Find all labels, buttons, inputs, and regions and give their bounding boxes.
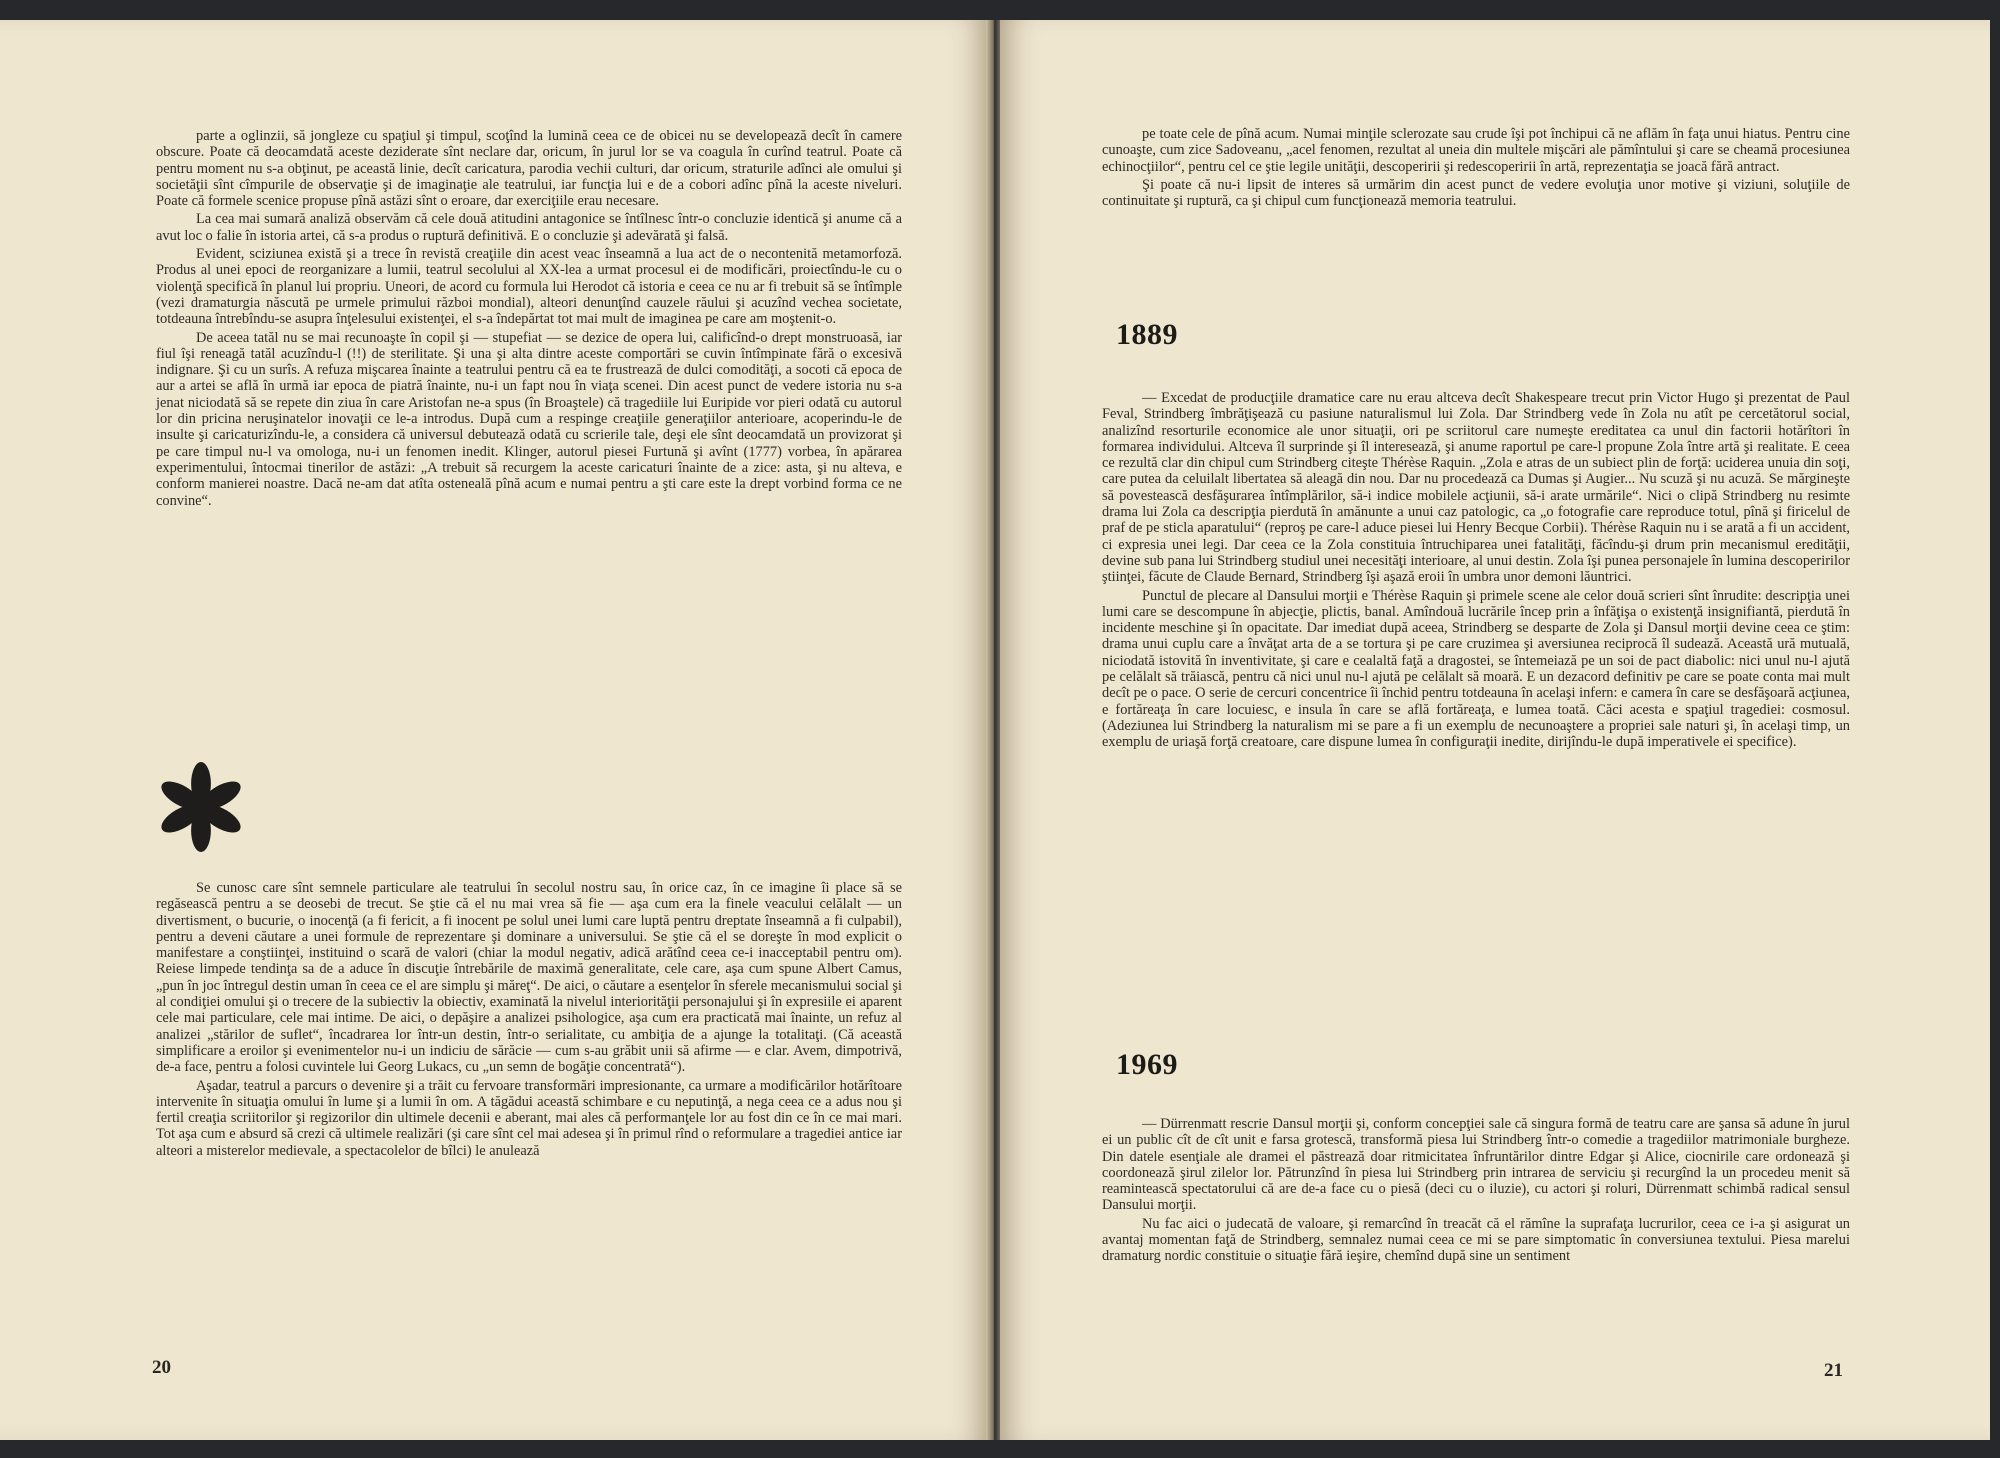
right-text-bottom (1102, 1116, 1850, 1265)
paragraph: Se cunosc care sînt semnele particulare ale teatrului în secolul nostru sau, în orice caz, în ce imagine îi place să se regăsească pentru a se deosebi de trecut. Se ştie că el nu mai vrea să fie — aşa cum era la finele veacului celălalt — un divertisment, o bucurie, o inocenţă (a fi fericit, a fi inocent pe solul unei lumi care luptă pentru dreptate înseamnă a fi culpabil), pentru a deveni căutare a unei formule de reprezentare şi dominare a universului. Se ştie că el se doreşte în mod explicit o manifestare a conştiinţei, instituind o scară de valori (chiar la modul negativ, adică arătînd ceea ce-i inacceptabil pentru om). Reiese limpede tendinţa sa de a aduce în discuţie întrebările de maximă generalitate, cele care, aşa cum spune Albert Camus, „pun în joc întregul destin uman în ceea ce el are simplu şi măreţ“. De aici, o căutare a esenţelor în sferele mecanismului social şi al condiţiei omului şi o trecere de la subiectiv la obiectiv, examinată la nivelul interiorităţii personajului şi în expresiile ei aparent cele mai particulare, cele mai intime. De aici, o depăşire a analizei psihologice, aşa cum era practicată mai înainte, un refuz al analizei „stărilor de suflet“, încadrarea lor într-un destin, într-o serialitate, cu ambiţia de a ajunge la totalitaţi. (Că această simplificare a eroilor şi evenimentelor nu-i un indiciu de sărăcie — cum s-au grăbit unii să afirme — e clar. Avem, dimpotrivă, de-a face, pentru a folosi cuvintele lui Georg Lukacs, cu „un semn de bogăţie concentrată“). (156, 880, 902, 1076)
paragraph: Evident, sciziunea există şi a trece în revistă creaţiile din acest veac înseamnă a lua act de o necontenită metamorfoză. Produs al unei epoci de reorganizare a lumii, teatrul secolului al XX-lea a urmat procesul ei de modificări, proiectîndu-le cu o violenţă specifică în planul lui propriu. Uneori, de acord cu formula lui Herodot că istoria e ceea ce nu ar fi trebuit să se întîmple (vezi dramaturgia născută pe urmele primului război mondial), alteori denunţînd cauzele răului şi acuzînd vechea societate, totdeauna întrebîndu-se asupra înţelesului existenţei, el s-a îndepărtat tot mai mult de imaginea pe care am moştenit-o. (156, 246, 902, 328)
paragraph: pe toate cele de pînă acum. Numai minţile sclerozate sau crude îşi pot închipui că ne aflăm în faţa unui hiatus. Pentru cine cunoaşte, cum zice Sadoveanu, „acel fenomen, rezultat al uneia din multele mişcări ale pămîntului şi care se cheamă procesiunea echinocţiilor“, pentru cel ce ştie legile unităţii, descoperirii şi redescoperirii în artă, reprezentaţia se joacă fără antract. (1102, 126, 1850, 175)
left-text-top (156, 128, 902, 509)
paragraph: La cea mai sumară analiză observăm că cele două atitudini antagonice se întîlnesc într-o concluzie identică şi anume că a avut loc o falie în istoria artei, că s-a produs o ruptură definitivă. E o concluzie şi adevărată şi falsă. (156, 211, 902, 244)
left-page (0, 20, 988, 1440)
page-number-left: 20 (152, 1357, 171, 1378)
paragraph: — Excedat de producţiile dramatice care nu erau altceva decît Shakespeare trecut prin Victor Hugo şi prezentat de Paul Feval, Strindberg îmbrăţişează cu pasiune naturalismul lui Zola. Dar Strindberg vede în Zola nu atît pe cercetătorul social, analizînd resorturile economice ale unor situaţii, ori pe scriitorul care numeşte ereditatea ca unul din factorii hotărîtori în formarea individului. Altceva îl surprinde şi îl interesează, şi anume raportul pe care-l propune Zola între artă şi realitate. E ceea ce rezultă clar din chipul cum Strindberg citeşte Thérèse Raquin. „Zola e atras de un subiect plin de forţă: uciderea unuia din soţi, care putea da celuilalt libertatea să aleagă din nou. Dar nu procedează ca Dumas şi Augier... Nu scuză şi nu acuză. Se mărgineşte să povestească desfăşurarea întîmplărilor, să-i indice mobilele acţiunii, să-i arate urmările“. Nici o clipă Strindberg nu resimte drama lui Zola ca descripţia pierdută în amănunte a unui caz patologic, ca „o fotografie care reproduce totul, pînă şi firicelul de praf de pe sticla aparatului“ (reproş pe care-l aduce piesei lui Henry Becque Corbii). Thérèse Raquin nu i se arată a fi un accident, ci expresia unei legi. Dar ceea ce la Zola constituia întruchiparea unei fatalităţi, făcîndu-şi drum prin mecanismul eredităţii, devine sub pana lui Strindberg studiul unei necesităţi interioare, al unui destin. Zola îşi punea personajele în lumina descoperirilor ştiinţei, făcute de Claude Bernard, Strindberg îşi aşază eroii în umbra unor demoni lăuntrici. (1102, 390, 1850, 586)
paragraph: — Dürrenmatt rescrie Dansul morţii şi, conform concepţiei sale că singura formă de teatru care are şansa să adune în jurul ei un public cît de cît unit e farsa grotescă, transformă piesa lui Strindberg într-o comedie a tragediilor matrimoniale burgheze. Din datele esenţiale ale dramei el păstrează doar ritmicitatea înfruntărilor dintre Edgar şi Alice, ciocnirile care ordonează şi coordonează şirul zilelor lor. Pătrunzînd în piesa lui Strindberg prin intrarea de serviciu şi recurgînd la un procedeu menit să reamintească spectatorului că are de-a face cu o piesă (deci cu o iluzie), cu actori şi roluri, Dürrenmatt schimbă radical sensul Dansului morţii. (1102, 1116, 1850, 1214)
paragraph: Aşadar, teatrul a parcurs o devenire şi a trăit cu fervoare transformări impresionante, ca urmare a modificărilor hotărîtoare intervenite în situaţia omului în lume şi a lumii în om. A tăgădui această schimbare e cu neputinţă, a nega ceea ce a adus nou şi fertil creaţia scriitorilor şi regizorilor din ultimele decenii e aberant, mai ales că performanţele lor au fost din ce în ce mai mari. Tot aşa cum e absurd să crezi că ultimele realizări (şi care sînt cel mai adesea şi în primul rînd o reformulare a tragediei antice iar alteori a misterelor medievale, a spectacolelor de bîlci) le anulează (156, 1077, 902, 1159)
right-text-middle (1102, 390, 1850, 751)
paragraph: Nu fac aici o judecată de valoare, şi remarcînd în treacăt că el rămîne la suprafaţa lucrurilor, ceea ce i-a şi asigurat un avantaj momentan faţă de Strindberg, semnalez numai ceea ce mi se pare simptomatic în conversiunea textului. Piesa marelui dramaturg nordic constituie o situaţie fără ieşire, chemînd după sine un sentiment (1102, 1215, 1850, 1265)
page-number-right: 21 (1824, 1360, 1843, 1381)
paragraph: De aceea tatăl nu se mai recunoaşte în copil şi — stupefiat — se dezice de opera lui, calificînd-o drept monstruoasă, iar fiul îşi reneagă tatăl acuzîndu-l (!!) de sterilitate. Şi una şi alta dintre aceste comportări se cuvin întîmpinate fără o excesivă indignare. Şi cu un surîs. A refuza mişcarea înainte a teatrului pentru că ea te frustrează de dulci comodităţi, a socoti că epoca de aur a artei se află în urmă iar epoca de piatră înainte, nu-i un fapt nou în viaţa scenei. Din acest punct de vedere istoria nu s-a jenat niciodată să se repete din ziua în care Aristofan ne-a spus (în Broaştele) că tragediile lui Euripide vor pieri odată cu autorul lor din pricina neruşinatelor inovaţii ce le-a introdus. După cum a respinge creaţiile generaţiilor anterioare, acoperindu-le de insulte şi caricaturizîndu-le, a considera că universul debutează odată cu scrierile tale, deşi ele sînt deocamdată un provizorat şi pe care timpul nu-l va omologa, nu-i un fenomen inedit. Klinger, autorul piesei Furtună şi avînt (1777) vorbea, în apărarea experimentului, întocmai tinerilor de astăzi: „A trebuit să recurgem la aceste caricaturi înainte de a zice: asta, şi nu alteva, e conform manierei noastre. Dacă ne-am dat atîta osteneală pînă acum e numai pentru a şti care este la drept vorbind forma ce ne convine“. (156, 329, 902, 509)
right-page (1000, 20, 1990, 1440)
left-text-bottom (156, 880, 902, 1159)
right-text-top (1102, 126, 1850, 209)
section-year-heading: 1969 (1116, 1048, 1178, 1081)
paragraph: Şi poate că nu-i lipsit de interes să urmărim din acest punct de vedere evoluţia unor motive şi viziuni, soluţiile de continuitate şi ruptură, ca şi chipul cum funcţionează memoria teatrului. (1102, 176, 1850, 210)
section-year-heading: 1889 (1116, 318, 1178, 351)
asterisk-icon (156, 762, 246, 852)
paragraph: parte a oglinzii, să jongleze cu spaţiul şi timpul, scoţînd la lumină ceea ce de obicei nu se developează decît în camere obscure. Poate că deocamdată aceste deziderate sînt neclare dar, oricum, în jurul lor se va coagula în curînd teatrul. Poate că pentru moment nu s-a obţinut, pe această linie, decît caricatura, parodia vechii culturi, dar oricum, straturile adînci ale omului şi societăţii sînt cîmpurile de observaţie şi de imaginaţie ale teatrului, iar funcţia lui e de a cobori adînc pînă la aceste niveluri. Poate că formele scenice propuse pînă astăzi sînt o eroare, dar exerciţiile erau necesare. (156, 128, 902, 210)
paragraph: Punctul de plecare al Dansului morţii e Thérèse Raquin şi primele scene ale celor două scrieri sînt înrudite: descripţia unei lumi care se descompune în abjecţie, plictis, banal. Amîndouă lucrările încep prin a înfăţişa o existenţă insignifiantă, pierdută în incidente meschine şi în opacitate. Dar imediat după aceea, Strindberg se desparte de Zola şi Dansul morţii devine ceea ce ştim: drama unui cuplu care a învăţat arta de a se tortura şi pe care cruzimea şi aversiunea reciprocă îl sudează. Această ură mutuală, niciodată istovită în inventivitate, şi care e cealaltă faţă a dragostei, se întemeiază pe un soi de pact diabolic: nici unul nu-l ajută pe celălalt să trăiască, pentru că nici unul nu-l ajută pe celălalt să moară. E un dezacord definitiv pe care se poate conta mai mult decît pe o pace. O serie de cercuri concentrice îi închid pentru totdeauna în acelaşi infern: e camera în care se desfăşoară acţiunea, e fortăreaţa în care locuiesc, e insula în care se află fortăreaţa, e lumea toată. Căci acesta e spaţiul tragediei: cosmosul. (Adeziunea lui Strindberg la naturalism mi se pare a fi un exemplu de necunoaştere a propriei sale naturi şi, în acelaşi timp, un exemplu de uriaşă forţă creatoare, care dispune lumea în configuraţii inedite, dirijîndu-le după imperativele ei specifice). (1102, 587, 1850, 751)
